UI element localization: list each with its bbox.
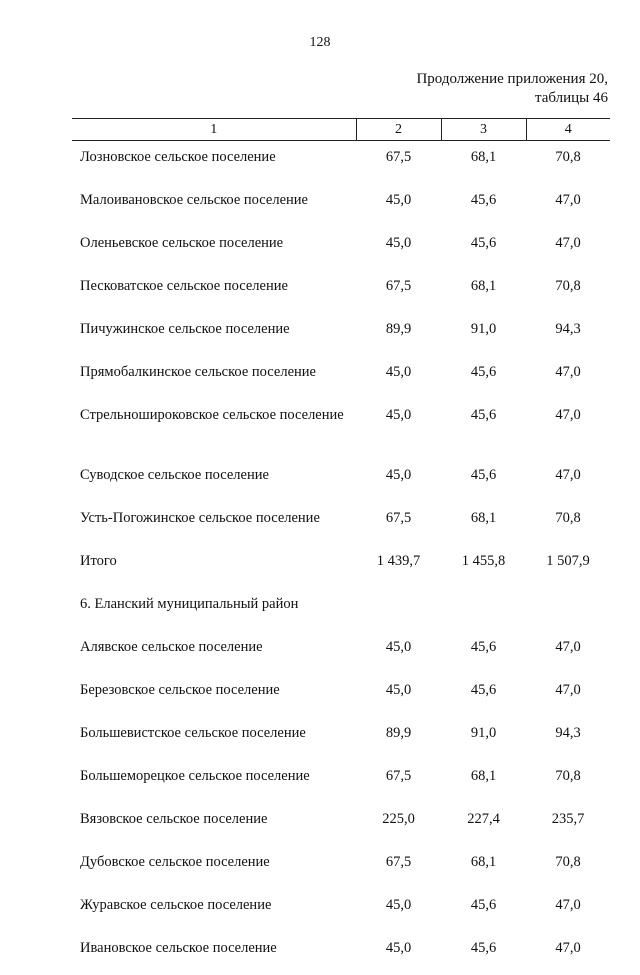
- value-col-3: 45,6: [441, 631, 526, 674]
- table-row: [72, 760, 610, 803]
- section-heading-row: [72, 588, 610, 631]
- settlement-name: Журавское сельское поселение: [72, 889, 356, 932]
- value-col-3: 45,6: [441, 227, 526, 270]
- settlement-name: Малоивановское сельское поселение: [72, 184, 356, 227]
- settlement-name: Усть-Погожинское сельское поселение: [72, 502, 356, 545]
- settlement-name: Песковатское сельское поселение: [72, 270, 356, 313]
- value-col-4: 70,8: [526, 270, 610, 313]
- value-col-2: 67,5: [356, 141, 441, 185]
- settlement-name: Березовское сельское поселение: [72, 674, 356, 717]
- table-row: [72, 889, 610, 932]
- value-col-2: 45,0: [356, 399, 441, 459]
- value-col-2: 45,0: [356, 184, 441, 227]
- settlement-name: Оленьевское сельское поселение: [72, 227, 356, 270]
- continuation-line-2: таблицы 46: [308, 89, 608, 108]
- value-col-2: 67,5: [356, 760, 441, 803]
- value-col-2: 225,0: [356, 803, 441, 846]
- value-col-2: 45,0: [356, 227, 441, 270]
- table-body: [72, 141, 610, 975]
- continuation-caption: [308, 70, 608, 108]
- table-row: [72, 674, 610, 717]
- value-col-2: 89,9: [356, 313, 441, 356]
- column-header-2: 2: [356, 119, 441, 141]
- table-row: [72, 502, 610, 545]
- value-col-4: 47,0: [526, 674, 610, 717]
- value-col-4: 47,0: [526, 399, 610, 459]
- value-col-3: 91,0: [441, 313, 526, 356]
- value-col-4: 70,8: [526, 141, 610, 185]
- settlement-name: Вязовское сельское поселение: [72, 803, 356, 846]
- table-row: [72, 227, 610, 270]
- value-col-2: 45,0: [356, 631, 441, 674]
- value-col-4: 70,8: [526, 760, 610, 803]
- table-row: [72, 313, 610, 356]
- value-col-4: 94,3: [526, 717, 610, 760]
- table-header: [72, 119, 610, 141]
- settlement-name: Стрельноширoковское сельское поселение: [72, 399, 356, 459]
- total-col-2: 1 439,7: [356, 545, 441, 588]
- value-col-4: 235,7: [526, 803, 610, 846]
- table-row: [72, 399, 610, 459]
- value-col-2: 45,0: [356, 459, 441, 502]
- value-col-4: 47,0: [526, 932, 610, 975]
- column-header-3: 3: [441, 119, 526, 141]
- value-col-4: 47,0: [526, 631, 610, 674]
- settlement-name: Пичужинское сельское поселение: [72, 313, 356, 356]
- settlement-name: Большевистское сельское поселение: [72, 717, 356, 760]
- table-row: [72, 184, 610, 227]
- value-col-3: 45,6: [441, 889, 526, 932]
- settlement-name: Алявское сельское поселение: [72, 631, 356, 674]
- value-col-3: 68,1: [441, 141, 526, 185]
- value-col-3: 68,1: [441, 760, 526, 803]
- value-col-4: 47,0: [526, 227, 610, 270]
- table-row: [72, 803, 610, 846]
- value-col-4: 70,8: [526, 846, 610, 889]
- value-col-4: 94,3: [526, 313, 610, 356]
- value-col-2: 89,9: [356, 717, 441, 760]
- value-col-3: 45,6: [441, 356, 526, 399]
- table-row: [72, 270, 610, 313]
- value-col-3: 68,1: [441, 846, 526, 889]
- value-col-3: 45,6: [441, 184, 526, 227]
- page-number: 128: [0, 35, 640, 51]
- value-col-2: 45,0: [356, 674, 441, 717]
- table-row: [72, 356, 610, 399]
- data-table: [72, 118, 610, 975]
- value-col-3: 227,4: [441, 803, 526, 846]
- value-col-3: 68,1: [441, 502, 526, 545]
- table-row: [72, 631, 610, 674]
- table-row: [72, 717, 610, 760]
- column-header-1: 1: [72, 119, 356, 141]
- continuation-line-1: Продолжение приложения 20,: [308, 70, 608, 89]
- value-col-4: 70,8: [526, 502, 610, 545]
- settlement-name: Суводское сельское поселение: [72, 459, 356, 502]
- total-col-4: 1 507,9: [526, 545, 610, 588]
- value-col-3: 45,6: [441, 459, 526, 502]
- total-col-3: 1 455,8: [441, 545, 526, 588]
- value-col-3: 45,6: [441, 399, 526, 459]
- value-col-3: 91,0: [441, 717, 526, 760]
- settlement-name: Большеморецкое сельское поселение: [72, 760, 356, 803]
- section-title: 6. Еланский муниципальный район: [72, 588, 610, 631]
- value-col-2: 45,0: [356, 889, 441, 932]
- value-col-2: 45,0: [356, 356, 441, 399]
- settlement-name: Лозновское сельское поселение: [72, 141, 356, 185]
- table-row: [72, 141, 610, 185]
- table-row: [72, 846, 610, 889]
- value-col-2: 67,5: [356, 270, 441, 313]
- value-col-4: 47,0: [526, 459, 610, 502]
- total-label: Итого: [72, 545, 356, 588]
- value-col-3: 45,6: [441, 674, 526, 717]
- value-col-2: 45,0: [356, 932, 441, 975]
- column-header-4: 4: [526, 119, 610, 141]
- settlement-name: Прямобалкинское сельское поселение: [72, 356, 356, 399]
- settlement-name: Дубовское сельское поселение: [72, 846, 356, 889]
- value-col-4: 47,0: [526, 184, 610, 227]
- settlement-name: Ивановское сельское поселение: [72, 932, 356, 975]
- value-col-4: 47,0: [526, 356, 610, 399]
- table-row: [72, 932, 610, 975]
- value-col-3: 45,6: [441, 932, 526, 975]
- value-col-2: 67,5: [356, 846, 441, 889]
- total-row: [72, 545, 610, 588]
- value-col-2: 67,5: [356, 502, 441, 545]
- value-col-4: 47,0: [526, 889, 610, 932]
- table-row: [72, 459, 610, 502]
- value-col-3: 68,1: [441, 270, 526, 313]
